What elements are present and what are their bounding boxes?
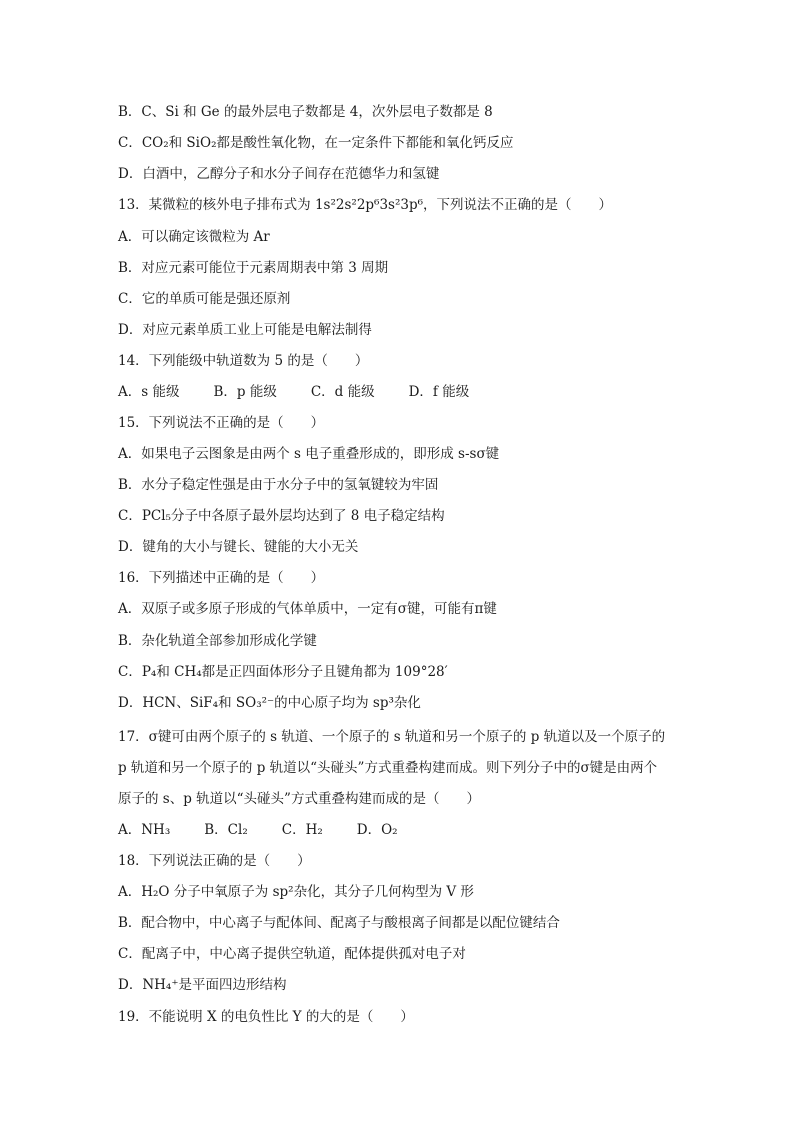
- q17-option-d: D．O₂: [356, 822, 398, 838]
- q16-option-b: B．杂化轨道全部参加形成化学键: [118, 633, 317, 649]
- q15-option-c: C．PCl₅分子中各原子最外层均达到了 8 电子稳定结构: [118, 508, 445, 524]
- q12-option-b: B．C、Si 和 Ge 的最外层电子数都是 4，次外层电子数都是 8: [118, 104, 493, 120]
- q18-option-a: A．H₂O 分子中氧原子为 sp²杂化，其分子几何构型为 V 形: [118, 884, 474, 900]
- q19-stem: 19．不能说明 X 的电负性比 Y 的大的是（ ）: [118, 1009, 414, 1025]
- q14-option-c: C．d 能级: [310, 384, 375, 400]
- q17-option-b: B．Cl₂: [204, 822, 248, 838]
- q15-option-b: B．水分子稳定性强是由于水分子中的氢氧键较为牢固: [118, 477, 439, 493]
- q16-option-c: C．P₄和 CH₄都是正四面体形分子且键角都为 109°28′: [118, 664, 448, 680]
- q17-option-a: A．NH₃: [118, 822, 171, 838]
- q13-option-c: C．它的单质可能是强还原剂: [118, 291, 291, 307]
- q14-option-a: A．s 能级: [118, 384, 180, 400]
- q16-option-a: A．双原子或多原子形成的气体单质中，一定有σ键，可能有π键: [118, 601, 497, 617]
- q18-stem: 18．下列说法正确的是（ ）: [118, 853, 311, 869]
- q16-stem: 16．下列描述中正确的是（ ）: [118, 570, 325, 586]
- q17-options: [118, 821, 398, 839]
- q12-option-d: D．白酒中，乙醇分子和水分子间存在范德华力和氢键: [118, 166, 440, 182]
- q17-option-c: C．H₂: [281, 822, 323, 838]
- q16-option-d: D．HCN、SiF₄和 SO₃²⁻的中心原子均为 sp³杂化: [118, 695, 421, 711]
- q12-option-c: C．CO₂和 SiO₂都是酸性氧化物，在一定条件下都能和氧化钙反应: [118, 135, 514, 151]
- q15-option-a: A．如果电子云图象是由两个 s 电子重叠形成的，即形成 s-sσ键: [118, 446, 500, 462]
- q13-option-a: A．可以确定该微粒为 Ar: [118, 229, 270, 245]
- q18-option-c: C．配离子中，中心离子提供空轨道，配体提供孤对电子对: [118, 946, 466, 962]
- q15-option-d: D．键角的大小与键长、键能的大小无关: [118, 539, 359, 555]
- q18-option-d: D．NH₄⁺是平面四边形结构: [118, 977, 287, 993]
- q14-option-b: B．p 能级: [213, 384, 277, 400]
- q17-stem-line-2: p 轨道和另一个原子的 p 轨道以“头碰头”方式重叠构建而成。则下列分子中的σ键是由两个: [118, 760, 658, 776]
- q17-stem-line-3: 原子的 s、p 轨道以“头碰头”方式重叠构建而成的是（ ）: [118, 791, 480, 807]
- q18-option-b: B．配合物中，中心离子与配体间、配离子与酸根离子间都是以配位键结合: [118, 915, 560, 931]
- q13-option-b: B．对应元素可能位于元素周期表中第 3 周期: [118, 260, 389, 276]
- q15-stem: 15．下列说法不正确的是（ ）: [118, 415, 325, 431]
- q14-option-d: D．f 能级: [408, 384, 470, 400]
- q13-stem: 13．某微粒的核外电子排布式为 1s²2s²2p⁶3s²3p⁶，下列说法不正确的是（ ）: [118, 197, 613, 213]
- q17-stem-line-1: 17．σ键可由两个原子的 s 轨道、一个原子的 s 轨道和另一个原子的 p 轨道以及一个原子的: [118, 729, 666, 745]
- q13-option-d: D．对应元素单质工业上可能是电解法制得: [118, 322, 372, 338]
- q14-options: [118, 383, 469, 401]
- q14-stem: 14．下列能级中轨道数为 5 的是（ ）: [118, 353, 369, 369]
